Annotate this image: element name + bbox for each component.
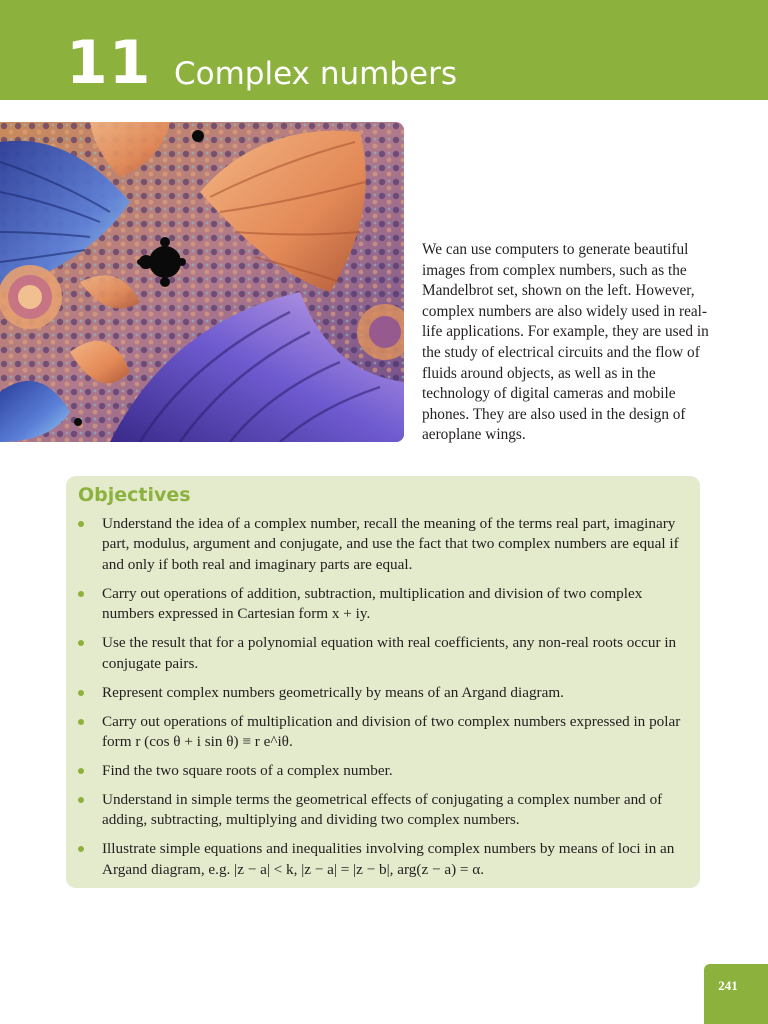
objective-item: [76, 761, 686, 781]
objective-item: [76, 633, 686, 674]
bullet-icon: [78, 521, 84, 527]
objective-item: [76, 712, 686, 753]
objective-text: Carry out operations of addition, subtraction, multiplication and division of two complex numbers expressed in Cartesian form x + iy.: [102, 584, 643, 623]
objective-text: Carry out operations of multiplication and division of two complex numbers expressed in polar form r (cos θ + i sin θ) ≡ r e^iθ.: [102, 712, 681, 751]
bullet-icon: [78, 797, 84, 803]
objectives-heading: Objectives: [78, 484, 191, 506]
objective-text: Represent complex numbers geometrically by means of an Argand diagram.: [102, 683, 564, 701]
intro-paragraph: We can use computers to generate beautiful images from complex numbers, such as the Mandelbrot set, shown on the left. However, complex numbers are also widely used in real-life applications. For example, they are used in the study of electrical circuits and the flow of fluids around objects, as well as in the technology of digital cameras and mobile phones. They are also used in the design of aeroplane wings.: [422, 241, 709, 444]
chapter-header: [0, 0, 768, 100]
page-number: 241: [718, 978, 738, 993]
objective-item: [76, 790, 686, 831]
objective-item: [76, 584, 686, 625]
chapter-title: Complex numbers: [174, 56, 457, 92]
objective-item: [76, 514, 686, 575]
mandelbrot-fractal-image: [0, 122, 404, 442]
bullet-icon: [78, 591, 84, 597]
objective-text: Understand in simple terms the geometrical effects of conjugating a complex number and of adding, subtracting, multiplying and dividing two complex numbers.: [102, 791, 663, 829]
fractal-illustration: [0, 122, 404, 442]
chapter-number: 11: [66, 28, 152, 98]
bullet-icon: [78, 846, 84, 852]
objective-text: Understand the idea of a complex number, recall the meaning of the terms real part, imaginary part, modulus, argument and conjugate, and use the fact that two complex numbers are equal if and only if both real and imaginary parts are equal.: [102, 515, 679, 573]
objective-item: [76, 683, 686, 703]
bullet-icon: [78, 640, 84, 646]
objective-text: Use the result that for a polynomial equation with real coefficients, any non-real roots occur in conjugate pairs.: [102, 634, 677, 672]
objective-item: [76, 839, 686, 880]
bullet-icon: [78, 690, 84, 696]
objective-text: Find the two square roots of a complex number.: [102, 762, 393, 780]
objectives-list: [76, 514, 686, 889]
bullet-icon: [78, 719, 84, 725]
page-number-tab: [704, 964, 768, 1024]
bullet-icon: [78, 768, 84, 774]
objectives-box: [66, 476, 700, 888]
objective-text: Illustrate simple equations and inequalities involving complex numbers by means of loci in an Argand diagram, e.g. |z − a| < k, |z − a| = |z − b|, arg(z − a) = α.: [102, 840, 675, 878]
